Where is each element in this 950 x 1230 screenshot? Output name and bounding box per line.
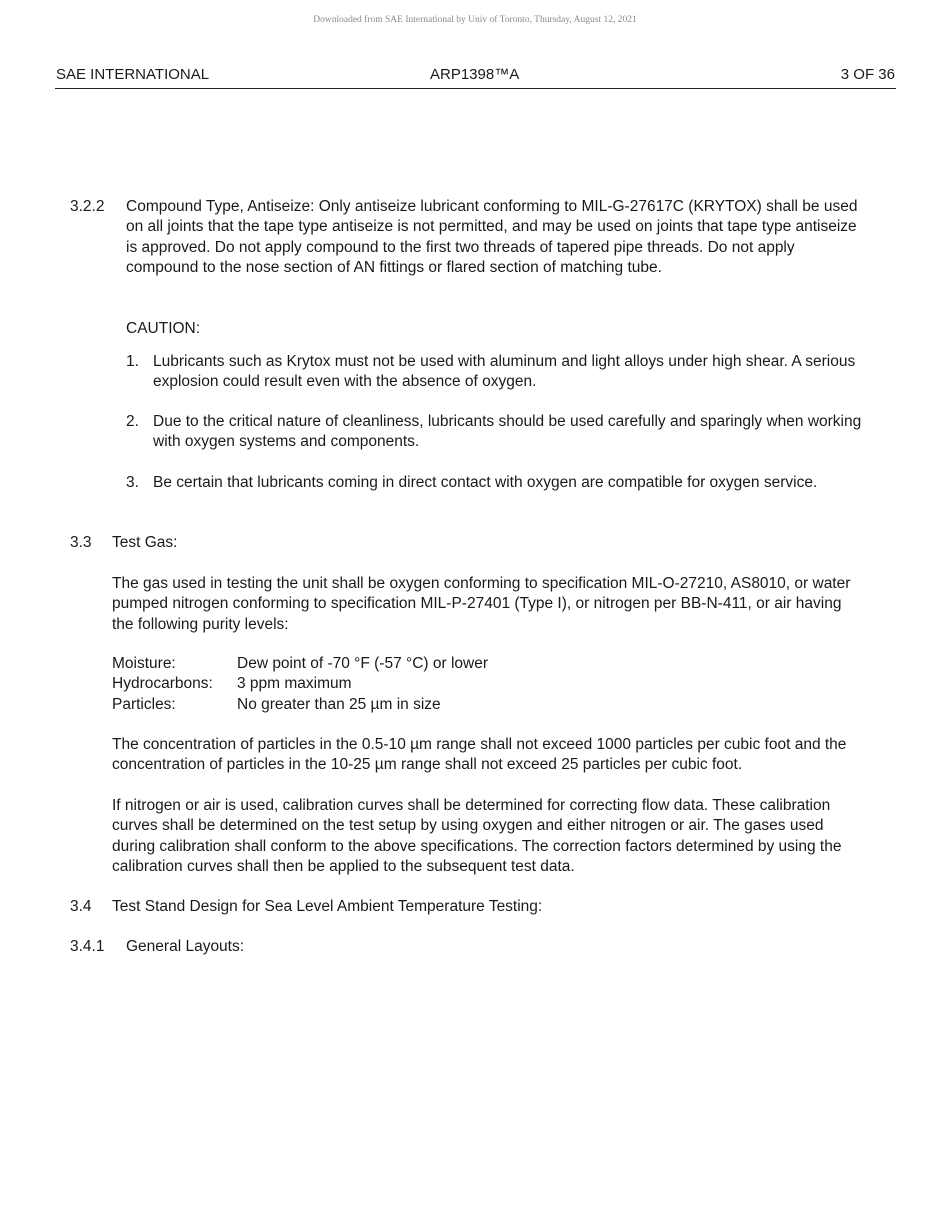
- calibration-paragraph: If nitrogen or air is used, calibration curves shall be determined for correcting flow data. These calibration curves shall be determined on the test setup by using oxygen and either nitrogen or air. The gases used during calibration shall conform to the above specifications. The correction factors determined by using the calibration curves shall then be applied to the subsequent test data.: [112, 797, 842, 875]
- header-document-id: ARP1398™A: [430, 66, 520, 83]
- download-note: Downloaded from SAE International by Univ of Toronto, Thursday, August 12, 2021: [313, 15, 637, 25]
- section-paragraph: Compound Type, Antiseize: Only antiseize lubricant conforming to MIL-G-27617C (KRYTOX) shall be used on all joints that the tape type antiseize is not permitted, and may be used on joints that tape type antiseize is approved. Do not apply compound to the first two threads of tapered pipe threads. Do not apply compound to the nose section of AN fittings or flared section of matching tube.: [126, 198, 858, 276]
- header-page-number: 3 OF 36: [840, 66, 895, 83]
- section-title: Test Stand Design for Sea Level Ambient Temperature Testing:: [112, 898, 543, 915]
- caution-number: 3.: [126, 474, 139, 491]
- purity-row: [112, 654, 712, 674]
- section-number: 3.2.2: [70, 198, 105, 215]
- section-title: Test Gas:: [112, 534, 178, 551]
- purity-value: Dew point of -70 °F (-57 °C) or lower: [237, 655, 489, 672]
- purity-value: No greater than 25 µm in size: [237, 695, 441, 713]
- caution-text: Due to the critical nature of cleanliness, lubricants should be used carefully and sparingly when working with oxygen systems and components.: [153, 413, 862, 451]
- caution-number: 1.: [126, 353, 139, 370]
- section-number: 3.4.1: [70, 938, 105, 955]
- caution-number: 2.: [126, 413, 139, 430]
- purity-term: Particles:: [112, 695, 176, 713]
- section-number: 3.3: [70, 534, 92, 551]
- purity-value: 3 ppm maximum: [237, 675, 352, 693]
- test-gas-intro: The gas used in testing the unit shall be oxygen conforming to specification MIL-O-27210, AS8010, or water pumped nitrogen conforming to specification MIL-P-27401 (Type I), or nitrogen per BB-N-411, or air having the following purity levels:: [112, 575, 851, 633]
- purity-row: [112, 674, 712, 694]
- caution-text: Lubricants such as Krytox must not be used with aluminum and light alloys under high shear. A serious explosion could result even with the absence of oxygen.: [153, 353, 856, 391]
- header-publisher: SAE INTERNATIONAL: [56, 66, 210, 83]
- section-number: 3.4: [70, 898, 92, 915]
- page-header: [55, 66, 896, 89]
- caution-text: Be certain that lubricants coming in direct contact with oxygen are compatible for oxygen service.: [153, 474, 818, 491]
- particle-concentration-paragraph: The concentration of particles in the 0.5-10 µm range shall not exceed 1000 particles per cubic foot and the concentration of particles in the 10-25 µm range shall not exceed 25 particles per cubic foot.: [112, 736, 847, 774]
- section-title: General Layouts:: [126, 938, 245, 955]
- purity-term: Moisture:: [112, 655, 176, 672]
- purity-levels-table: [112, 654, 712, 715]
- purity-term: Hydrocarbons:: [112, 675, 213, 693]
- caution-label: CAUTION:: [126, 320, 201, 337]
- purity-row: [112, 695, 712, 715]
